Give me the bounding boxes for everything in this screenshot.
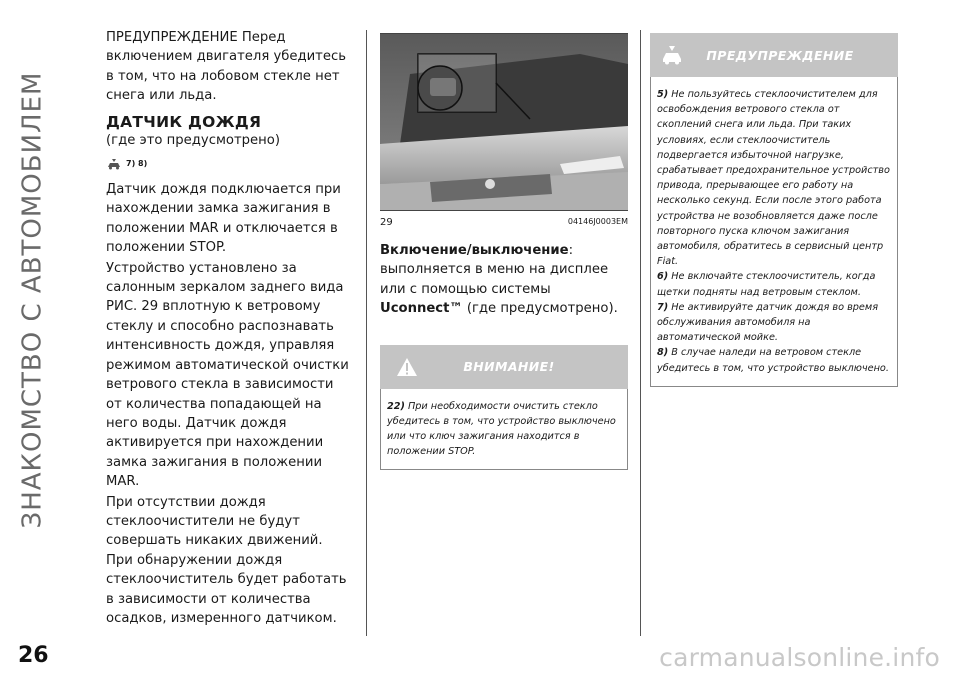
side-section-title-text: ЗНАКОМСТВО С АВТОМОБИЛЕМ [17,71,48,529]
warning-box [650,77,898,387]
paragraph-behavior: При отсутствии дождя стеклоочистители не будут совершать никаких движений. При обнаружении дождя стеклоочиститель будет работать в зависимости от количества осадков, измеренного датчиком. [106,494,347,626]
warning-item-text: Не включайте стеклоочиститель, когда щетки подняты над ветровым стеклом. [657,271,876,298]
paragraph-activation: Датчик дождя подключается при нахождении замка зажигания в положении MAR и отключается в положении STOP. [106,182,341,256]
column-divider [640,30,641,636]
intro-warning-text: ПРЕДУПРЕЖДЕНИЕ Перед включением двигателя убедитесь в том, что на лобовом стекле нет снега или льда. [106,30,346,104]
warning-item-number: 7) [657,301,669,313]
warning-item-text: Не пользуйтесь стеклоочистителем для освобождения ветрового стекла от скоплений снега или льда. При таких условиях, если стеклоочиститель подвергается избыточной нагрузке, срабатывает предохранительное устройство привода, прерывающее его работу на несколько секунд. Если после этого работа устройства не возобновляется даже после повторного пуска ключом зажигания автомобиля, обратитесь в сервисный центр Fiat. [657,89,890,268]
warning-item-number: 5) [657,89,669,100]
switch-label: Включение/выключение [380,243,569,258]
attention-box [380,389,628,470]
column-left [106,28,350,629]
warning-item [657,300,891,346]
warning-item-text: Не активируйте датчик дождя во время обслуживания автомобиля на автоматической мойке. [657,301,879,344]
figure-29-windshield-sensor [380,33,628,211]
car-front-illustration [380,34,628,211]
page-number: 26 [18,643,49,668]
warning-triangle-icon [396,357,418,377]
attention-banner [380,345,628,389]
section-heading: ДАТЧИК ДОЖДЯ [106,112,262,131]
column-divider [366,30,367,636]
figure-code: 04146J0003EM [567,217,628,226]
warning-banner [650,33,898,77]
column-middle [380,33,628,470]
warning-item [657,269,891,299]
warning-title: ПРЕДУПРЕЖДЕНИЕ [706,47,854,63]
warning-refs-text: 7) 8) [126,159,148,169]
attention-number: 22) [387,400,405,412]
watermark: carmanualsonline.info [659,643,940,672]
attention-title: ВНИМАНИЕ! [463,359,555,375]
switch-text-pre: выполняется в меню на дисплее или с помощью системы [380,262,609,297]
attention-text: При необходимости очистить стекло убедитесь в том, что устройство выключено или что ключ зажигания находится в положении STOP. [387,400,616,457]
section-subheading: (где это предусмотрено) [106,132,280,148]
figure-caption [380,211,628,229]
figure-number: 29 [380,217,393,228]
warning-item [657,87,891,269]
car-warning-icon [660,45,684,65]
warning-refs [106,155,350,173]
switch-on-off-paragraph [380,241,628,319]
paragraph-location: Устройство установлено за салонным зеркалом заднего вида РИС. 29 вплотную к ветровому стеклу и способно распознавать интенсивность дождя, управляя режимом автоматической очистки ветрового стекла в зависимости от количества попадающей на него воды. Датчик дождя активируется при нахождении замка зажигания в положении MAR. [106,260,349,490]
warning-item-number: 8) [657,347,669,359]
warning-item [657,345,891,375]
switch-colon: : [568,243,574,258]
car-warning-icon [106,158,122,170]
switch-text-post: (где предусмотрено). [462,301,618,317]
uconnect-brand: Uconnect™ [380,301,463,317]
warning-item-text: В случае наледи на ветровом стекле убедитесь в том, что устройство выключено. [657,347,889,374]
warning-item-number: 6) [657,271,669,283]
column-right [650,33,898,387]
side-section-title [14,20,50,580]
